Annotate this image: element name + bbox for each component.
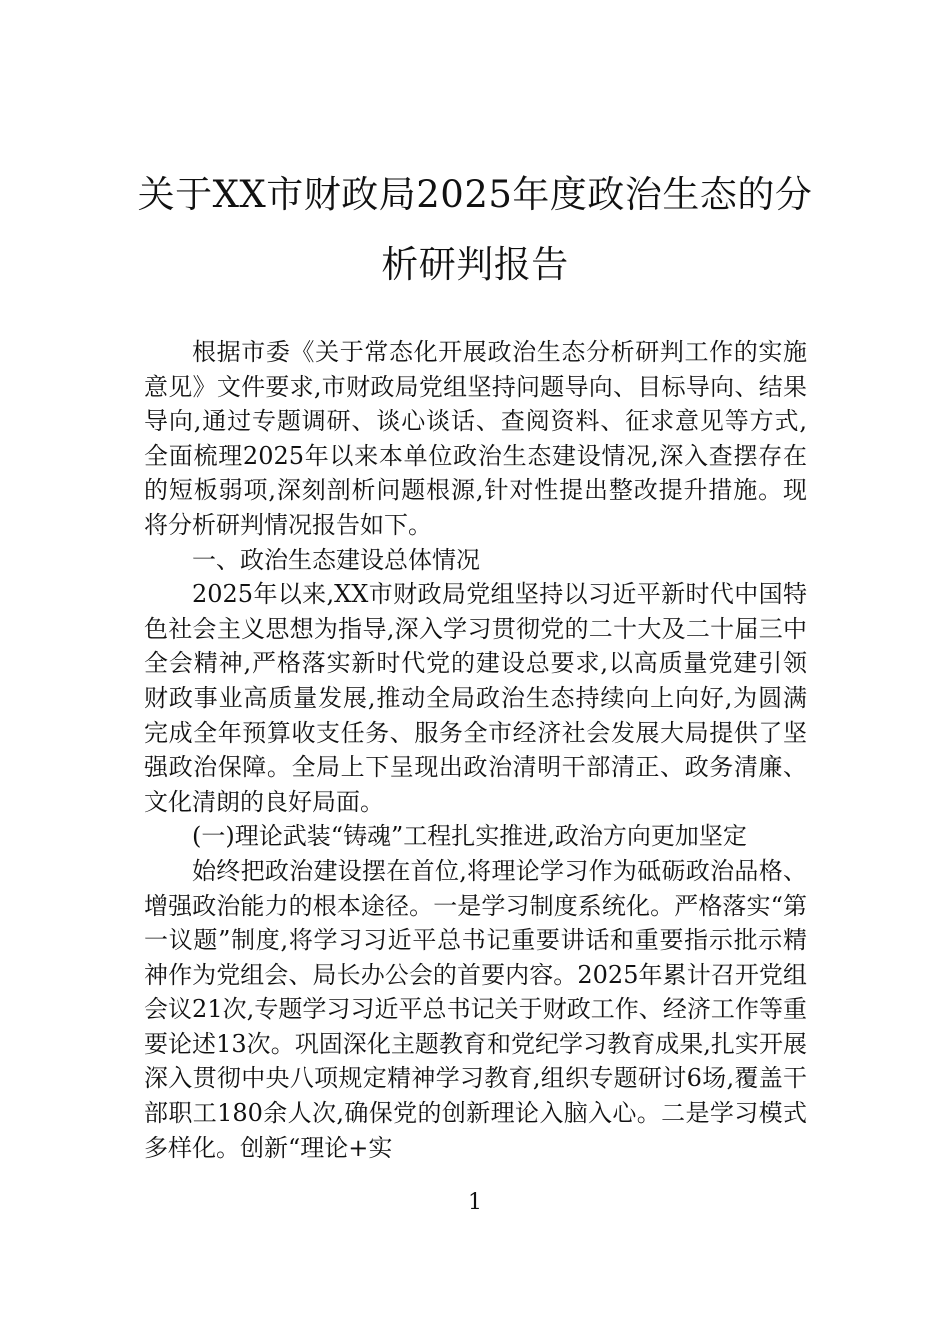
- page-number: 1: [468, 1190, 482, 1215]
- section-1-paragraph: 2025年以来,XX市财政局党组坚持以习近平新时代中国特色社会主义思想为指导,深入学习贯彻党的二十大及二十届三中全会精神,严格落实新时代党的建设总要求,以高质量党建引领财政事业高质量发展,推动全局政治生态持续向上向好,为圆满完成全年预算收支任务、服务全市经济社会发展大局提供了坚强政治保障。全局上下呈现出政治清明干部清正、政务清廉、文化清朗的良好局面。: [144, 580, 807, 816]
- intro-paragraph: 根据市委《关于常态化开展政治生态分析研判工作的实施意见》文件要求,市财政局党组坚持问题导向、目标导向、结果导向,通过专题调研、谈心谈话、查阅资料、征求意见等方式,全面梳理2025年以来本单位政治生态建设情况,深入查摆存在的短板弱项,深刻剖析问题根源,针对性提出整改提升措施。现将分析研判情况报告如下。: [144, 338, 807, 539]
- section-heading-1: 一、政治生态建设总体情况: [192, 545, 480, 574]
- document-title: 关于XX市财政局2025年度政治生态的分析研判报告: [137, 173, 813, 286]
- subsection-1-paragraph: 始终把政治建设摆在首位,将理论学习作为砥砺政治品格、增强政治能力的根本途径。一是学习制度系统化。严格落实“第一议题”制度,将学习习近平总书记重要讲话和重要指示批示精神作为党组会、局长办公会的首要内容。2025年累计召开党组会议21次,专题学习习近平总书记关于财政工作、经济工作等重要论述13次。巩固深化主题教育和党纪学习教育成果,扎实开展深入贯彻中央八项规定精神学习教育,组织专题研讨6场,覆盖干部职工180余人次,确保党的创新理论入脑入心。二是学习模式多样化。创新“理论+实: [144, 856, 807, 1162]
- subsection-heading-1: (一)理论武装“铸魂”工程扎实推进,政治方向更加坚定: [192, 822, 747, 851]
- document-body: [144, 335, 807, 1165]
